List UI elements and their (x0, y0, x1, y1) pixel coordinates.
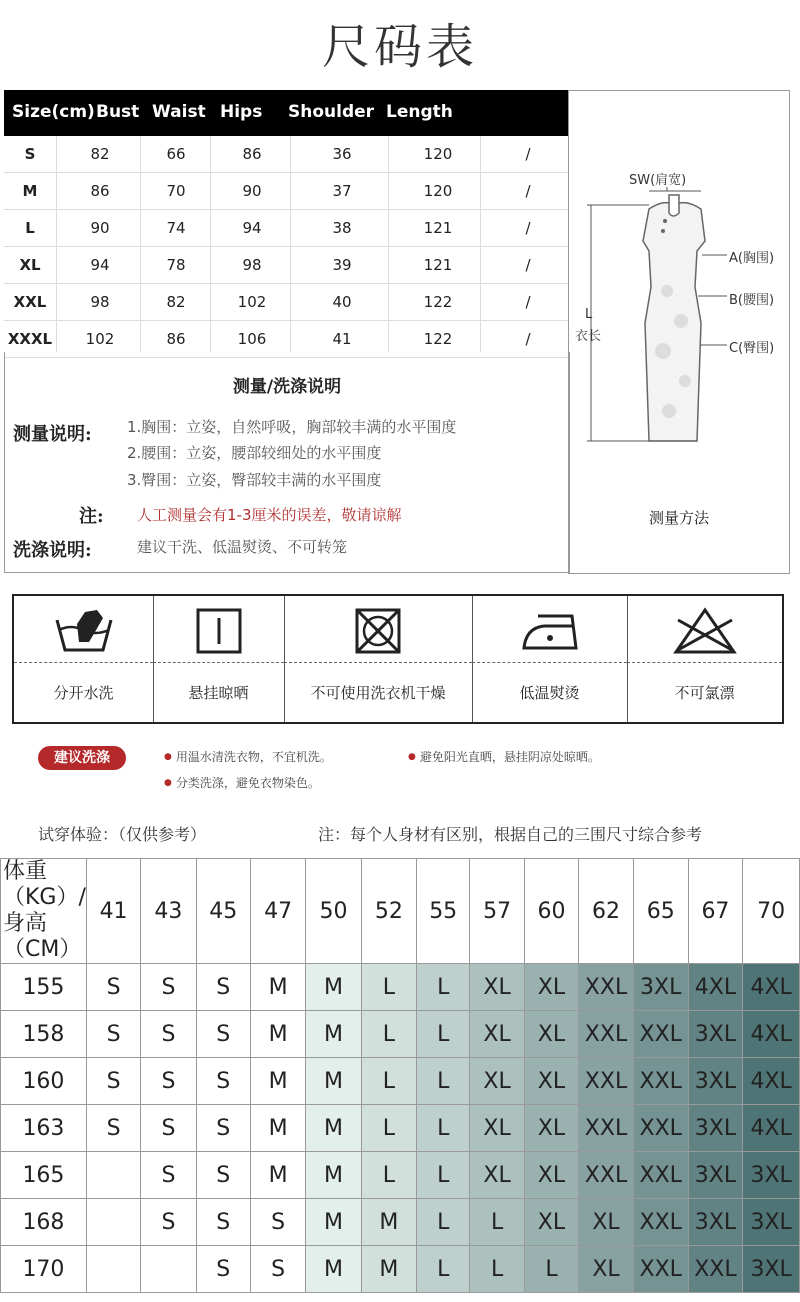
fit-size-cell: 3XL (688, 1199, 743, 1246)
size-cell-hips: 102 (237, 293, 267, 311)
fit-size-cell: XXL (579, 1105, 634, 1152)
measure-item-hips: 3.臀围：立姿，臀部较丰满的水平围度 (127, 471, 382, 489)
fit-size-cell: S (196, 1058, 250, 1105)
care-low-iron (472, 596, 628, 722)
care-label: 不可氯漂 (674, 684, 735, 702)
size-cell-bust: 82 (90, 145, 110, 163)
fit-size-cell: 4XL (743, 1011, 800, 1058)
fit-size-cell: 4XL (743, 1105, 800, 1152)
size-cell-length: 122 (423, 330, 453, 348)
fit-size-cell: 3XL (688, 1058, 743, 1105)
height-cell: 168 (1, 1199, 87, 1246)
fit-row (1, 964, 800, 1011)
fit-row (1, 1152, 800, 1199)
size-cell-length: 120 (423, 145, 453, 163)
size-cell-waist: 78 (166, 256, 186, 274)
fit-size-cell: XXL (633, 1152, 688, 1199)
header-waist: Waist (152, 102, 206, 122)
fit-size-cell: XL (524, 1058, 578, 1105)
size-cell-extra: / (525, 330, 531, 348)
size-cell-hips: 90 (242, 182, 262, 200)
fit-size-cell: M (361, 1246, 416, 1293)
height-cell: 160 (1, 1058, 87, 1105)
fit-size-cell: L (361, 1152, 416, 1199)
weight-header-cell: 45 (196, 859, 250, 964)
size-table-header (4, 90, 568, 136)
size-cell-waist: 86 (166, 330, 186, 348)
fit-size-cell: XXL (579, 1058, 634, 1105)
header-length: Length (386, 102, 453, 122)
size-cell-length: 121 (423, 256, 453, 274)
try-on-label: 试穿体验：（仅供参考） (38, 825, 207, 844)
fit-size-cell: L (417, 1105, 470, 1152)
length-letter: L (585, 307, 593, 322)
size-cell-extra: / (525, 293, 531, 311)
fit-size-cell: S (196, 1105, 250, 1152)
height-cell: 163 (1, 1105, 87, 1152)
fit-size-cell: L (361, 1105, 416, 1152)
fit-size-cell: M (306, 1105, 361, 1152)
size-cell-waist: 70 (166, 182, 186, 200)
fit-size-cell (141, 1246, 196, 1293)
fit-size-cell: S (196, 1246, 250, 1293)
fit-size-cell: S (141, 964, 196, 1011)
size-cell-size: L (25, 219, 35, 237)
fit-size-cell: L (417, 964, 470, 1011)
size-cell-extra: / (525, 219, 531, 237)
size-cell-length: 121 (423, 219, 453, 237)
fit-size-cell: XL (524, 1152, 578, 1199)
height-cell: 158 (1, 1011, 87, 1058)
fit-size-cell: 4XL (743, 1058, 800, 1105)
size-row-m (4, 173, 568, 210)
care-label: 不可使用洗衣机干燥 (310, 684, 446, 702)
fit-size-cell (86, 1152, 140, 1199)
weight-header-cell: 57 (470, 859, 524, 964)
fit-size-cell: S (250, 1199, 305, 1246)
fit-row (1, 1199, 800, 1246)
note-text: 人工测量会有1-3厘米的误差，敬请谅解 (137, 506, 402, 524)
fit-size-cell: XL (524, 964, 578, 1011)
fit-size-cell: 3XL (688, 1152, 743, 1199)
fit-size-cell: 3XL (688, 1011, 743, 1058)
fit-size-cell: XXL (579, 964, 634, 1011)
size-cell-bust: 86 (90, 182, 110, 200)
size-cell-shoulder: 37 (332, 182, 352, 200)
measure-method-label: 测量方法 (648, 509, 709, 527)
size-table-body (4, 136, 568, 358)
fit-size-cell: 3XL (743, 1246, 800, 1293)
size-cell-bust: 90 (90, 219, 110, 237)
hips-label: C(臀围) (729, 341, 775, 356)
size-cell-shoulder: 40 (332, 293, 352, 311)
fit-size-cell: S (86, 1105, 140, 1152)
fit-size-cell: XL (470, 1152, 524, 1199)
fit-size-cell: S (196, 1011, 250, 1058)
care-label: 低温熨烫 (519, 684, 580, 702)
fit-row (1, 1246, 800, 1293)
page-title: 尺码表 (321, 19, 478, 75)
fit-size-cell: XXL (633, 1246, 688, 1293)
fit-size-cell: M (250, 1105, 305, 1152)
size-cell-shoulder: 39 (332, 256, 352, 274)
low-iron-icon (518, 606, 582, 656)
wash-text: 建议干洗、低温熨烫、不可转笼 (137, 538, 348, 556)
fit-size-cell: 3XL (688, 1105, 743, 1152)
header-bust: Bust (96, 102, 140, 122)
fit-size-cell: XL (470, 1105, 524, 1152)
fit-size-cell: XXL (579, 1152, 634, 1199)
size-cell-waist: 82 (166, 293, 186, 311)
fit-size-cell: L (417, 1011, 470, 1058)
fit-size-cell: M (306, 1246, 361, 1293)
size-table (4, 90, 568, 352)
no-tumble-dry-icon (353, 606, 403, 656)
fit-size-cell: 4XL (743, 964, 800, 1011)
care-no-bleach (627, 596, 782, 722)
fit-size-cell: M (306, 1199, 361, 1246)
height-cell: 155 (1, 964, 87, 1011)
fit-size-cell: S (141, 1199, 196, 1246)
fit-size-cell: XXL (633, 1011, 688, 1058)
suggestion-item: ● 用温水清洗衣物，不宜机洗。 (164, 748, 332, 765)
fit-size-cell: S (250, 1246, 305, 1293)
care-label: 悬挂晾晒 (188, 684, 249, 702)
fit-size-cell: 3XL (633, 964, 688, 1011)
fit-size-cell: M (306, 1011, 361, 1058)
fit-row (1, 1058, 800, 1105)
size-cell-shoulder: 36 (332, 145, 352, 163)
fit-reference-table (0, 858, 800, 1293)
weight-header-cell: 67 (688, 859, 743, 964)
size-cell-hips: 94 (242, 219, 262, 237)
weight-header-cell: 62 (579, 859, 634, 964)
fit-size-cell: 4XL (688, 964, 743, 1011)
try-on-note: 注：每个人身材有区别，根据自己的三围尺寸综合参考 (318, 825, 703, 844)
fit-size-cell: XXL (579, 1011, 634, 1058)
length-label: 衣长 (575, 329, 602, 344)
fit-size-cell: S (141, 1058, 196, 1105)
size-cell-waist: 66 (166, 145, 186, 163)
size-cell-hips: 86 (242, 145, 262, 163)
measure-item-waist: 2.腰围：立姿，腰部较细处的水平围度 (127, 444, 382, 462)
fit-size-cell: XL (470, 1011, 524, 1058)
fit-size-cell: XXL (633, 1199, 688, 1246)
height-cell: 170 (1, 1246, 87, 1293)
wash-label: 洗涤说明: (13, 540, 92, 561)
bust-label: A(胸围) (729, 251, 775, 266)
suggestion-item: ● 避免阳光直晒，悬挂阴凉处晾晒。 (408, 748, 600, 765)
measurement-figure (568, 90, 790, 574)
fit-size-cell: M (361, 1199, 416, 1246)
measure-wash-description (4, 352, 570, 573)
fit-size-cell: M (250, 1011, 305, 1058)
fit-size-cell: XL (579, 1246, 634, 1293)
size-row-s (4, 136, 568, 173)
size-cell-size: XXL (13, 293, 47, 311)
fit-size-cell: XL (524, 1011, 578, 1058)
fit-size-cell (86, 1199, 140, 1246)
fit-size-cell: S (86, 1058, 140, 1105)
fit-size-cell: XL (524, 1105, 578, 1152)
weight-header-cell: 50 (306, 859, 361, 964)
description-title: 测量/洗涤说明 (232, 377, 342, 397)
fit-size-cell: XXL (688, 1246, 743, 1293)
fit-size-cell: L (417, 1199, 470, 1246)
fit-corner-cell (1, 859, 87, 964)
fit-size-cell: L (524, 1246, 578, 1293)
size-row-l (4, 210, 568, 247)
header-shoulder: Shoulder (288, 102, 375, 122)
weight-header-cell: 55 (417, 859, 470, 964)
fit-size-cell: XL (579, 1199, 634, 1246)
fit-size-cell: XXL (633, 1058, 688, 1105)
fit-size-cell: 3XL (743, 1152, 800, 1199)
fit-size-cell: L (361, 1058, 416, 1105)
fit-size-cell: M (306, 1152, 361, 1199)
fit-size-cell: S (86, 964, 140, 1011)
suggestion-item: ● 分类洗涤，避免衣物染色。 (164, 774, 320, 791)
height-cell: 165 (1, 1152, 87, 1199)
fit-size-cell: S (141, 1011, 196, 1058)
fit-row (1, 1105, 800, 1152)
care-label: 分开水洗 (53, 684, 114, 702)
size-cell-hips: 106 (237, 330, 267, 348)
corner-weight: 体重（KG）/ (3, 859, 86, 910)
fit-size-cell: L (417, 1152, 470, 1199)
weight-header-cell: 43 (141, 859, 196, 964)
fit-size-cell: M (306, 1058, 361, 1105)
sw-label: SW(肩宽) (629, 173, 687, 188)
note-label: 注: (79, 506, 104, 527)
fit-size-cell: S (86, 1011, 140, 1058)
fit-size-cell: S (196, 964, 250, 1011)
size-cell-extra: / (525, 182, 531, 200)
size-cell-bust: 98 (90, 293, 110, 311)
fit-size-cell: L (470, 1246, 524, 1293)
size-cell-hips: 98 (242, 256, 262, 274)
size-cell-bust: 94 (90, 256, 110, 274)
fit-size-cell: M (250, 1058, 305, 1105)
fit-size-cell: S (141, 1152, 196, 1199)
size-row-xxl (4, 284, 568, 321)
care-no-tumble-dry (284, 596, 473, 722)
fit-size-cell: M (250, 1152, 305, 1199)
size-cell-length: 122 (423, 293, 453, 311)
fit-size-cell: 3XL (743, 1199, 800, 1246)
fit-size-cell: XL (524, 1199, 578, 1246)
care-symbols (12, 594, 784, 724)
hand-wash-icon (49, 606, 119, 656)
weight-header-cell: 41 (86, 859, 140, 964)
size-cell-size: XL (19, 256, 41, 274)
hang-dry-icon (194, 606, 244, 656)
care-hand-wash (14, 596, 154, 722)
fit-size-cell: L (417, 1058, 470, 1105)
care-hang-dry (153, 596, 285, 722)
weight-header-cell: 52 (361, 859, 416, 964)
suggestion-badge: 建议洗涤 (38, 746, 126, 770)
fit-size-cell: M (306, 964, 361, 1011)
size-cell-extra: / (525, 145, 531, 163)
fit-size-cell: L (470, 1199, 524, 1246)
no-bleach-icon (670, 606, 740, 656)
size-cell-length: 120 (423, 182, 453, 200)
weight-header-cell: 47 (250, 859, 305, 964)
fit-size-cell: L (361, 964, 416, 1011)
fit-size-cell: L (361, 1011, 416, 1058)
size-cell-size: XXXL (7, 330, 53, 348)
waist-label: B(腰围) (729, 293, 775, 308)
fit-size-cell (86, 1246, 140, 1293)
weight-header-cell: 60 (524, 859, 578, 964)
fit-row (1, 1011, 800, 1058)
fit-size-cell: XL (470, 1058, 524, 1105)
size-cell-extra: / (525, 256, 531, 274)
measure-label: 测量说明: (13, 424, 92, 445)
fit-size-cell: XXL (633, 1105, 688, 1152)
fit-size-cell: XL (470, 964, 524, 1011)
weight-header-cell: 65 (633, 859, 688, 964)
header-hips: Hips (220, 102, 263, 122)
size-cell-bust: 102 (85, 330, 115, 348)
fit-size-cell: S (196, 1199, 250, 1246)
fit-size-cell: S (141, 1105, 196, 1152)
size-cell-waist: 74 (166, 219, 186, 237)
fit-size-cell: M (250, 964, 305, 1011)
size-cell-shoulder: 38 (332, 219, 352, 237)
size-cell-size: M (22, 182, 38, 200)
size-cell-size: S (24, 145, 36, 163)
size-cell-shoulder: 41 (332, 330, 352, 348)
corner-height: 身高（CM） (3, 911, 82, 962)
fit-size-cell: S (196, 1152, 250, 1199)
header-size: Size(cm) (12, 102, 95, 122)
measure-item-bust: 1.胸围：立姿，自然呼吸，胸部较丰满的水平围度 (127, 418, 457, 436)
size-row-xl (4, 247, 568, 284)
weight-header-cell: 70 (743, 859, 800, 964)
fit-size-cell: L (417, 1246, 470, 1293)
